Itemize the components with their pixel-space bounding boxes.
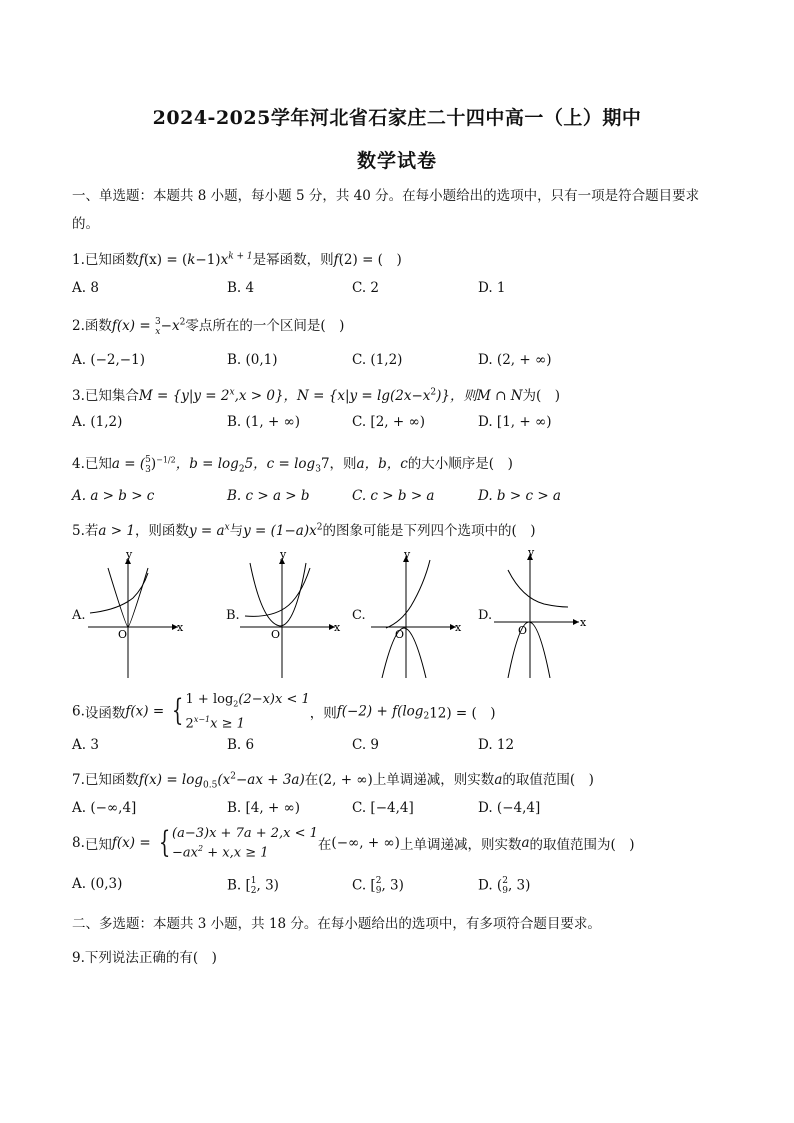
option-c[interactable] <box>352 876 404 896</box>
q2-square: 2 <box>179 317 186 328</box>
option-a[interactable]: A. (1,2) <box>72 414 123 430</box>
option-d-numerator: 2 <box>502 876 508 886</box>
y-axis-label: y <box>280 548 287 561</box>
question-number: 2. <box>72 318 85 334</box>
q4-exponent: −1/2 <box>156 455 176 465</box>
q8-tail2: 的取值范围为( ) <box>529 837 635 854</box>
q6-case2: 2 <box>185 715 194 731</box>
question-1-options <box>72 280 732 300</box>
option-a[interactable]: A. (−2,−1) <box>72 352 145 368</box>
q6-expr-base: 2 <box>423 711 430 722</box>
q8-tail: 上单调递减，则实数 <box>399 837 522 854</box>
option-b[interactable]: B. (0,1) <box>227 352 278 368</box>
q3-mn: M ∩ N <box>476 388 523 404</box>
q6-f: f(x) = <box>125 703 169 720</box>
q1-tail: 是幂函数，则 <box>252 252 334 268</box>
q6-expr: f(−2) + f(log <box>336 703 424 720</box>
graph-b-label[interactable]: B. <box>226 608 240 623</box>
q4-lead: 已知 <box>84 456 112 472</box>
q8-case2-sq: 2 <box>198 844 204 853</box>
q2-tail2: 零点所在的一个区间是( ) <box>185 318 345 334</box>
q1-lead: 已知函数 <box>84 252 139 268</box>
q6-piecewise <box>186 692 310 731</box>
option-c[interactable]: C. [2, + ∞) <box>352 414 425 430</box>
option-d-prefix: D. ( <box>478 877 503 894</box>
q4-tail: 的大小顺序是( ) <box>407 456 513 472</box>
graph-a[interactable] <box>88 548 198 678</box>
q2-lead: 函数 <box>84 318 112 334</box>
q7-tail: 上单调递减，则实数 <box>372 772 495 788</box>
question-number: 8. <box>72 835 85 852</box>
x-axis-label: x <box>580 616 587 629</box>
x-axis-label: x <box>455 621 462 634</box>
q6-case1-base: 2 <box>233 699 239 709</box>
q6-lead: 设函数 <box>84 705 126 722</box>
option-b[interactable]: B. [4, + ∞) <box>227 800 301 816</box>
question-6: 6.设函数f(x) = { $1 + \log_2(2-x)x < 1$ $2^{x-1}x \ge 1$，则$f(-2) + f(\log_212)$ = ( ) <box>72 692 496 731</box>
question-3 <box>72 384 732 404</box>
option-d[interactable]: D. 1 <box>478 280 506 296</box>
question-3-options <box>72 414 732 434</box>
option-c[interactable]: C. 2 <box>352 280 380 296</box>
q4-c-base: 3 <box>315 464 321 475</box>
q7-sq: 2 <box>230 771 236 782</box>
q5-and: 与 <box>229 523 244 539</box>
q6-case2-exp: x−1 <box>193 714 211 724</box>
section1-heading-line1: 一、单选题：本题共 8 小题，每小题 5 分，共 40 分。在每小题给出的选项中，只有一项是符合题目要求 <box>72 188 700 204</box>
q7-mid: 在 <box>304 772 319 788</box>
q4-abc: a，b，c <box>356 456 408 472</box>
origin-label: O <box>395 628 405 641</box>
q2-numerator: 3 <box>154 316 161 327</box>
option-c-denominator: 9 <box>375 886 382 896</box>
q4-b3: 5，c = log <box>244 456 316 472</box>
q4-denominator: 3 <box>145 464 151 475</box>
option-b[interactable]: B. 6 <box>227 737 255 753</box>
q1-k: k <box>187 252 196 268</box>
graph-b[interactable] <box>240 548 350 678</box>
q3-sq: 2 <box>430 387 437 398</box>
option-b-denominator: 2 <box>250 886 257 896</box>
q2-expr: f(x) = <box>111 318 155 334</box>
y-axis-label: y <box>528 548 535 559</box>
q8-case2-range: + x,x ≥ 1 <box>203 845 269 861</box>
option-b-prefix: B. [ <box>227 877 251 894</box>
question-number: 7. <box>72 772 85 788</box>
option-b[interactable] <box>227 876 279 896</box>
q5-f1-sup: x <box>224 522 230 533</box>
q4-b-base: 2 <box>238 464 245 475</box>
q8-lead: 已知 <box>84 837 112 854</box>
exam-subtitle: 数学试卷 <box>356 150 437 172</box>
option-c-numerator: 2 <box>375 876 382 886</box>
q7-tail2: 的取值范围( ) <box>502 772 594 788</box>
option-d[interactable]: D. (−4,4] <box>478 800 541 816</box>
q6-case1: 1 + log <box>185 692 234 707</box>
q5-mid: ，则函数 <box>134 523 189 539</box>
question-6-options <box>72 737 732 757</box>
question-7 <box>72 768 732 791</box>
q8-piecewise <box>172 826 318 860</box>
q3-setN: N = {x|y = lg(2x−x <box>297 388 431 404</box>
q1-exponent: k + 1 <box>228 251 253 262</box>
question-2 <box>72 314 732 337</box>
option-c-prefix: C. [ <box>352 877 376 894</box>
question-8-options <box>72 876 732 898</box>
q5-f2: y = (1−a)x <box>243 523 317 539</box>
option-d[interactable]: D. b > c > a <box>478 488 561 504</box>
q1-rest: −1) <box>195 252 221 268</box>
option-a[interactable]: A. (0,3) <box>72 876 123 892</box>
origin-label: O <box>118 628 128 641</box>
question-8: 8.已知f(x) = { (a−3)x + 7a + 2,x < 1 $-ax^2 + x,x \ge 1$ 在(−∞, + ∞)上单调递减，则实数a的取值范围为( ) <box>72 825 635 861</box>
option-d-denominator: 9 <box>502 886 508 896</box>
q1-f2: f <box>333 252 339 268</box>
option-b[interactable]: B. 4 <box>227 280 255 296</box>
q3-lead: 已知集合 <box>84 388 139 404</box>
option-d[interactable] <box>478 876 530 896</box>
option-a[interactable]: A. (−∞,4] <box>72 800 137 816</box>
origin-label: O <box>271 628 281 641</box>
question-text: 下列说法正确的有( ) <box>84 950 217 966</box>
question-number: 4. <box>72 456 85 472</box>
exam-title: 2024-2025学年河北省石家庄二十四中高一（上）期中 <box>152 107 642 129</box>
q4-numerator: 5 <box>145 454 151 465</box>
option-b[interactable]: B. (1, + ∞) <box>227 414 301 430</box>
section2-heading: 二、多选题：本题共 3 小题，共 18 分。在每小题给出的选项中，有多项符合题目要求。 <box>72 916 601 932</box>
x-axis-label: x <box>177 621 184 634</box>
question-1 <box>72 248 732 268</box>
graph-c-label[interactable]: C. <box>352 608 366 623</box>
option-c[interactable]: C. c > b > a <box>352 488 435 504</box>
option-b[interactable]: B. c > a > b <box>227 488 310 504</box>
q5-f2-sup: 2 <box>316 522 323 533</box>
q8-case2: −ax <box>172 845 199 861</box>
q8-f: f(x) = <box>111 835 155 852</box>
q2-tail: −x <box>160 318 180 334</box>
q6-tail: ，则 <box>309 705 337 722</box>
question-number: 3. <box>72 388 85 404</box>
option-c[interactable]: C. (1,2) <box>352 352 403 368</box>
q4-a: a = ( <box>111 456 146 472</box>
question-number: 9. <box>72 950 85 966</box>
y-axis-label: y <box>126 548 133 561</box>
q6-case1-range: (2−x)x < 1 <box>238 692 310 707</box>
q1-eq: = ( <box>162 252 188 268</box>
q5-lead: 若 <box>84 523 99 539</box>
graph-d-label[interactable]: D. <box>478 608 493 623</box>
option-c[interactable]: C. 9 <box>352 737 380 753</box>
question-number: 6. <box>72 703 85 720</box>
q8-range: (−∞, + ∞) <box>331 835 400 852</box>
question-9 <box>72 946 732 966</box>
question-2-options <box>72 352 732 372</box>
q3-tail: 为( ) <box>522 388 561 404</box>
q7-base: 0.5 <box>203 780 218 791</box>
q8-mid: 在 <box>317 837 332 854</box>
q7-f3: −ax + 3a) <box>235 772 305 788</box>
q8-case1: (a−3)x + 7a + 2,x < 1 <box>172 826 318 841</box>
question-4: 4.已知a = (5 3)$^{-1/2}$，$b = \log_25$，$c = \log_37$，则a，b，c的大小顺序是( ) <box>72 454 513 475</box>
question-4-options <box>72 488 732 508</box>
q5-f1: y = a <box>188 523 225 539</box>
option-a[interactable]: A. 3 <box>72 737 99 753</box>
option-d[interactable]: D. (2, + ∞) <box>478 352 552 368</box>
origin-label: O <box>518 624 528 637</box>
section1-heading-line2: 的。 <box>72 216 99 232</box>
q7-f2: (x <box>217 772 231 788</box>
question-5 <box>72 519 732 539</box>
q3-setN2: )}，则 <box>436 388 477 404</box>
q7-a: a <box>494 772 503 788</box>
option-b-numerator: 1 <box>250 876 257 886</box>
q1-tail2: (2) = ( ) <box>338 252 402 268</box>
question-number: 1. <box>72 252 85 268</box>
q7-f: f(x) = log <box>138 772 204 788</box>
q7-range: (2, + ∞) <box>318 772 373 788</box>
q5-cond: a > 1 <box>98 523 135 539</box>
q1-x: (x) <box>143 252 163 268</box>
q1-xv: x <box>220 252 229 268</box>
q3-setM2: ,x > 0}， <box>234 388 298 404</box>
q4-c3: 7，则 <box>320 456 357 472</box>
option-b-suffix: , 3) <box>256 877 279 894</box>
option-a[interactable]: A. a > b > c <box>72 488 155 504</box>
graph-d[interactable] <box>494 548 604 678</box>
q1-f: f <box>138 252 144 268</box>
graph-a-label[interactable]: A. <box>72 608 86 623</box>
question-number: 5. <box>72 523 85 539</box>
option-d[interactable]: D. 12 <box>478 737 515 753</box>
x-axis-label: x <box>334 621 341 634</box>
option-c[interactable]: C. [−4,4] <box>352 800 414 816</box>
option-c-suffix: , 3) <box>381 877 404 894</box>
q8-a: a <box>521 835 530 852</box>
q6-case2-range: x ≥ 1 <box>210 715 245 731</box>
q5-tail: 的图象可能是下列四个选项中的( ) <box>322 523 536 539</box>
option-d-suffix: , 3) <box>507 877 531 894</box>
q7-lead: 已知函数 <box>84 772 139 788</box>
q6-expr2: 12) = ( ) <box>429 705 496 722</box>
graph-c[interactable] <box>366 548 476 678</box>
q2-denominator: x <box>155 326 161 337</box>
option-d[interactable]: D. [1, + ∞) <box>478 414 552 430</box>
q3-sup: x <box>229 387 235 398</box>
option-a[interactable]: A. 8 <box>72 280 99 296</box>
y-axis-label: y <box>404 548 411 561</box>
q3-setM: M = {y|y = 2 <box>138 388 230 404</box>
question-7-options <box>72 800 732 820</box>
q4-b: ，b = log <box>175 456 239 472</box>
section1-heading <box>72 182 722 238</box>
